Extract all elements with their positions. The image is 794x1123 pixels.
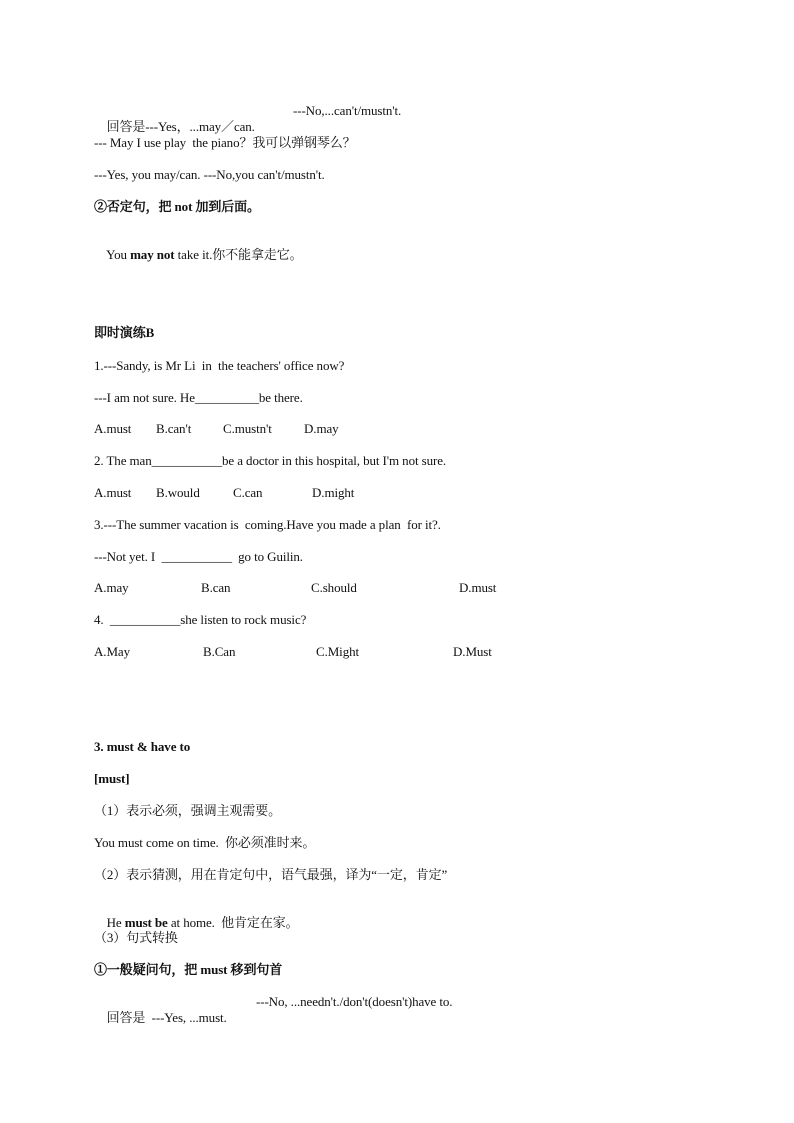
- example-answer: ---Yes, you may/can. ---No,you can't/mustn't.: [94, 167, 325, 182]
- option-b: B.can't: [156, 421, 192, 436]
- question-3-line-2: ---Not yet. I ___________ go to Guilin.: [94, 549, 303, 564]
- option-a: A.May: [94, 644, 130, 659]
- option-d: D.might: [312, 485, 355, 500]
- option-a: A.may: [94, 580, 129, 595]
- example-question: --- May I use play the piano？我可以弹钢琴么？: [94, 135, 356, 150]
- option-c: C.Might: [316, 644, 360, 659]
- option-d: D.must: [459, 580, 497, 595]
- option-b: B.can: [201, 580, 231, 595]
- option-a: A.must: [94, 485, 132, 500]
- answer-yes: 回答是---Yes，...may／can.: [106, 119, 255, 134]
- practice-title: 即时演练B: [94, 325, 155, 340]
- option-b: B.would: [156, 485, 200, 500]
- question-4: 4. ___________she listen to rock music?: [94, 612, 307, 627]
- section-3-title: 3. must & have to: [94, 739, 191, 754]
- question-1-line-2: ---I am not sure. He__________be there.: [94, 390, 303, 405]
- question-2: 2. The man___________be a doctor in this hospital, but I'm not sure.: [94, 453, 447, 468]
- point-3: （3）句式转换: [94, 930, 178, 945]
- option-c: C.should: [311, 580, 357, 595]
- option-d: D.Must: [453, 644, 492, 659]
- question-form-heading: ①一般疑问句，把 must 移到句首: [94, 962, 283, 977]
- example-2-post: at home. 他肯定在家。: [167, 915, 299, 930]
- option-c: C.can: [233, 485, 263, 500]
- option-b: B.Can: [203, 644, 236, 659]
- negative-example-pre: You: [106, 247, 131, 262]
- option-c: C.mustn't: [223, 421, 272, 436]
- answer-no: ---No,...can't/mustn't.: [293, 103, 402, 118]
- option-a: A.must: [94, 421, 132, 436]
- section-3-subtitle: [must]: [94, 771, 130, 786]
- question-1-line-1: 1.---Sandy, is Mr Li in the teachers' office now?: [94, 358, 345, 373]
- negative-example-bold: may not: [130, 247, 175, 262]
- answer-no: ---No, ...needn't./don't(doesn't)have to.: [256, 994, 453, 1009]
- example-2-bold: must be: [124, 915, 168, 930]
- example-1: You must come on time. 你必须准时来。: [94, 835, 316, 850]
- section-3-answer-line: [94, 994, 453, 1058]
- example-2-pre: He: [106, 915, 125, 930]
- negative-example-post: take it.你不能拿走它。: [174, 247, 303, 262]
- negative-heading: ②否定句，把 not 加到后面。: [94, 199, 260, 214]
- negative-example: [94, 231, 303, 279]
- question-4-options: [94, 644, 694, 740]
- question-3-line-1: 3.---The summer vacation is coming.Have you made a plan for it?.: [94, 517, 441, 532]
- answer-yes: 回答是 ---Yes, ...must.: [106, 1010, 227, 1025]
- point-1: （1）表示必须，强调主观需要。: [94, 803, 282, 818]
- point-2: （2）表示猜测，用在肯定句中，语气最强，译为“一定，肯定”: [94, 867, 448, 882]
- option-d: D.may: [304, 421, 339, 436]
- question-2-options: [94, 485, 694, 581]
